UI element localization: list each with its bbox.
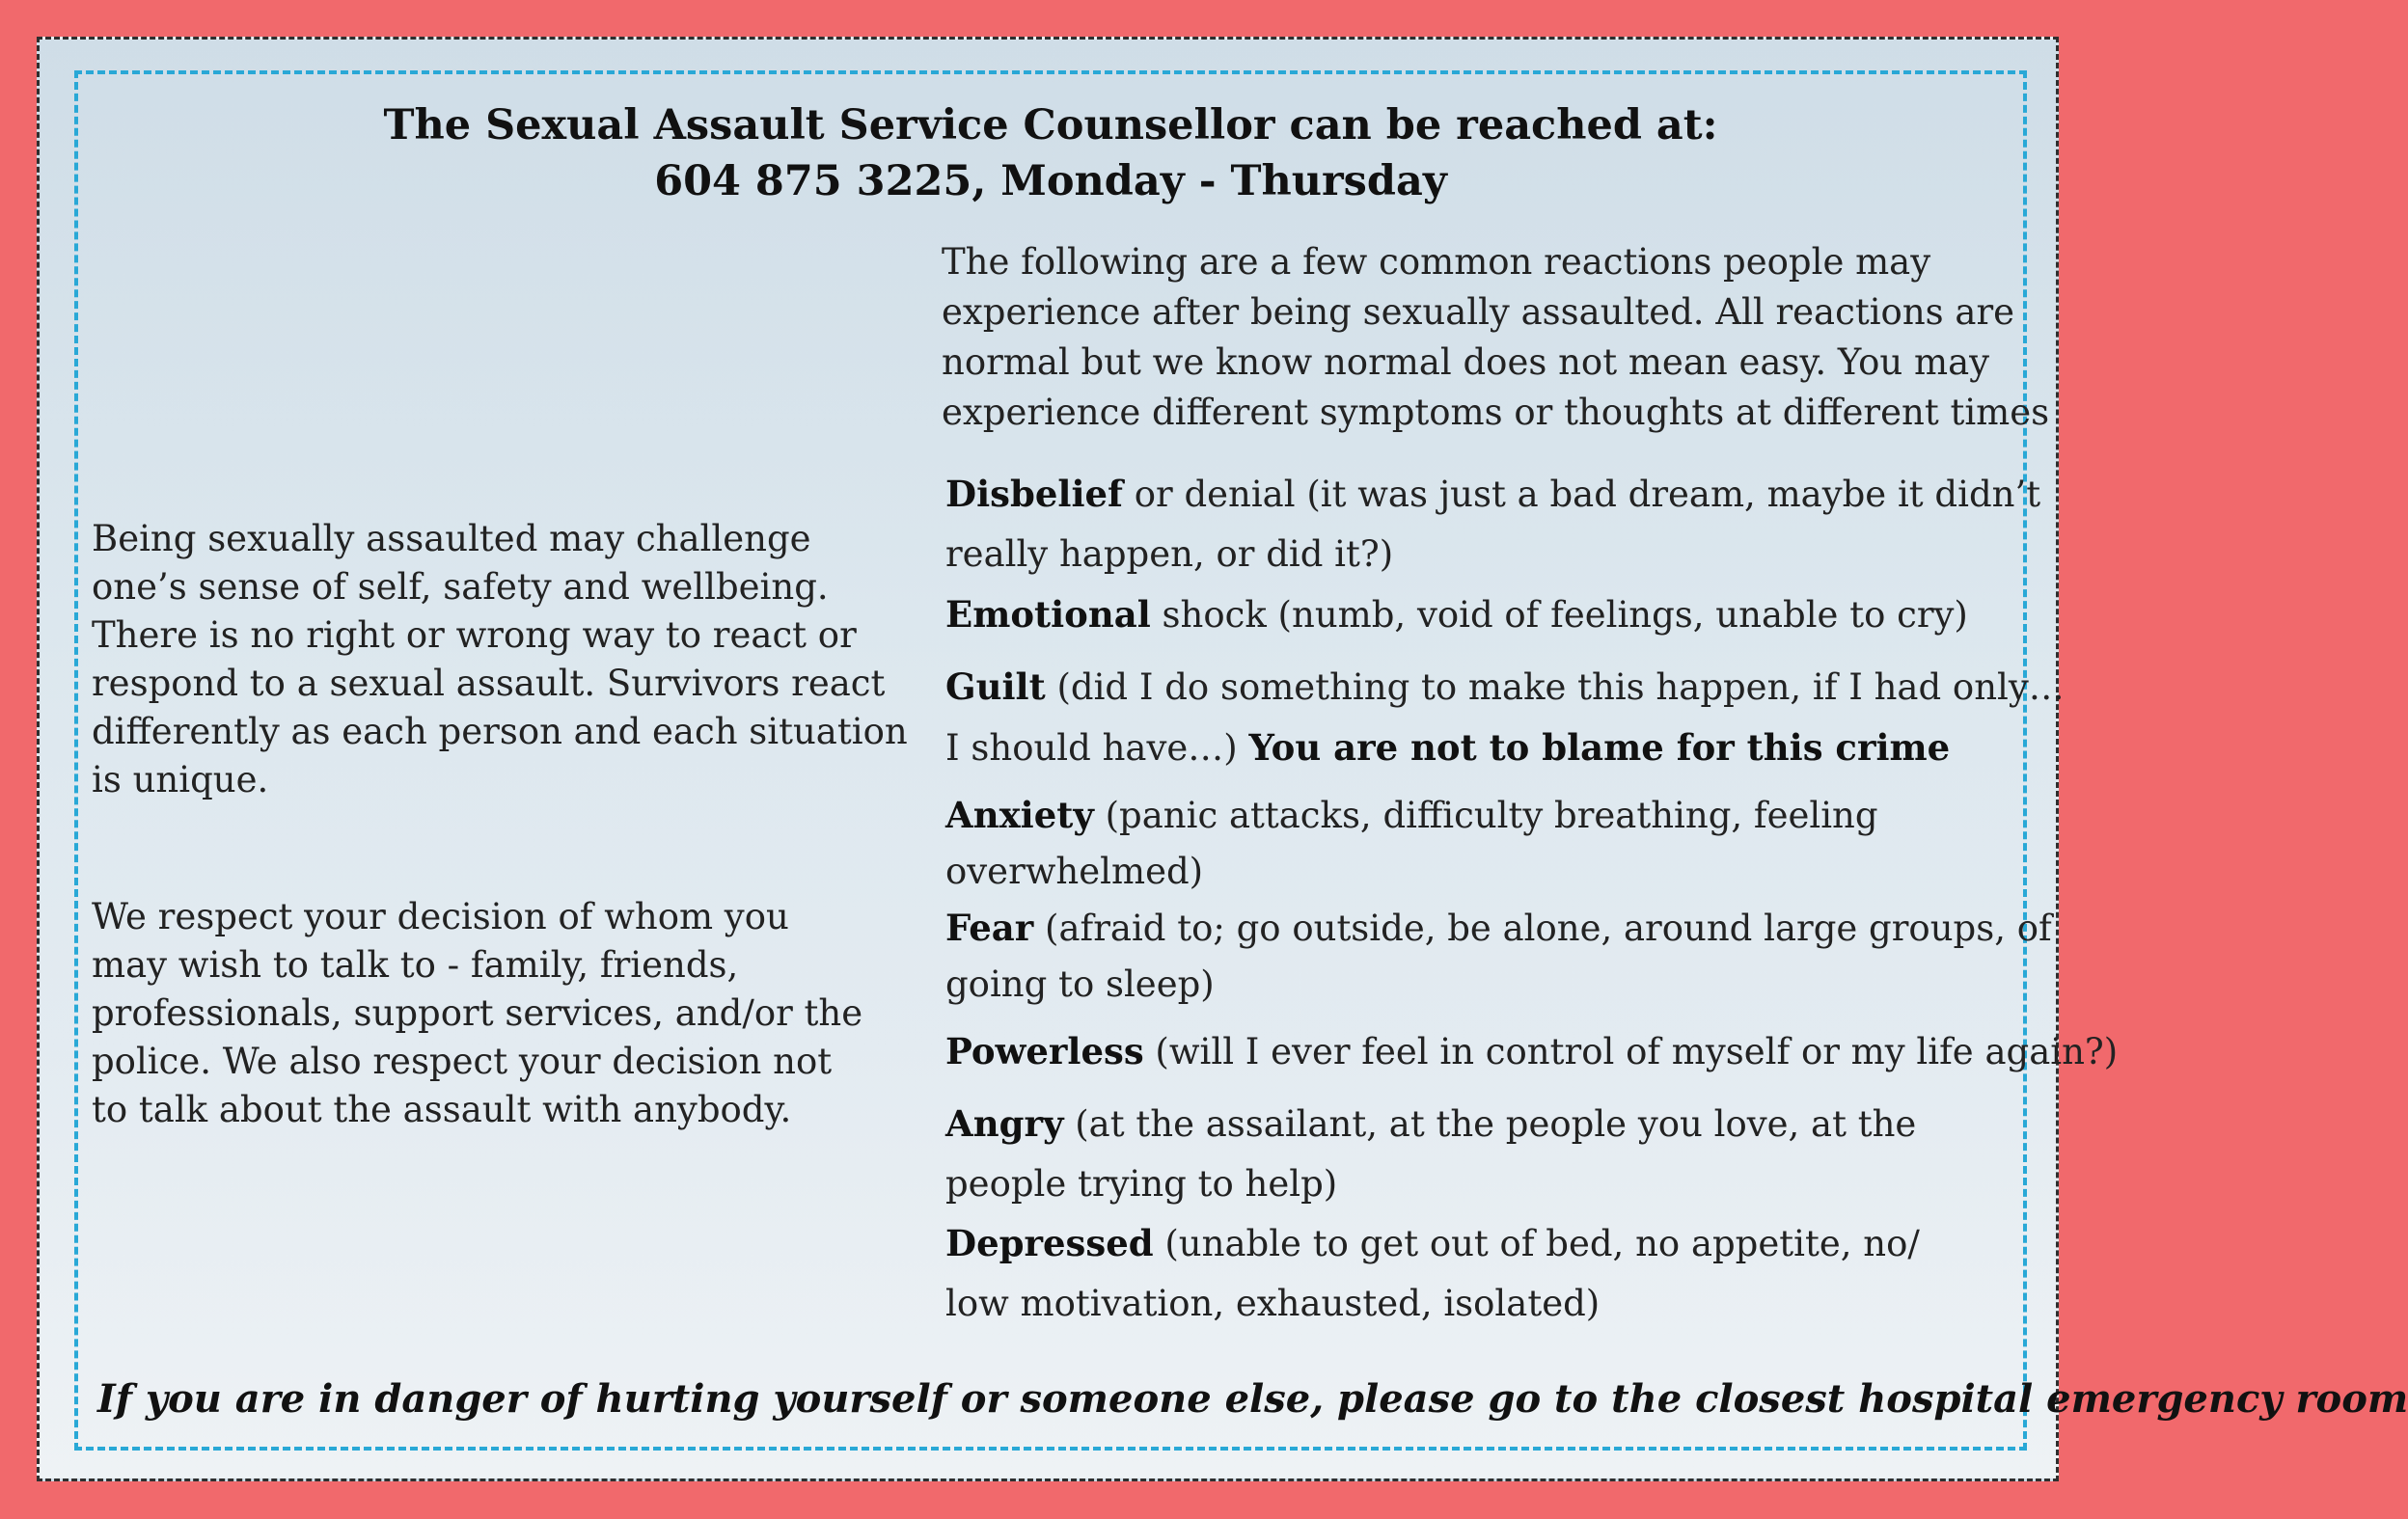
paragraph-line: to talk about the assault with anybody. bbox=[92, 1089, 792, 1130]
intro-paragraph bbox=[942, 237, 2050, 438]
reaction-term: Depressed bbox=[945, 1222, 1154, 1264]
reaction-description: (unable to get out of bed, no appetite, no/ bbox=[1153, 1223, 1920, 1264]
emergency-notice: If you are in danger of hurting yourself or someone else, please go to the closest hospital emergency room bbox=[97, 1376, 2408, 1422]
reaction-description: (panic attacks, difficulty breathing, feeling bbox=[1093, 795, 1878, 836]
reaction-anxiety bbox=[945, 787, 1878, 900]
reaction-term: Fear bbox=[945, 907, 1034, 949]
reaction-emotional bbox=[945, 584, 1968, 645]
reaction-description: shock (numb, void of feelings, unable to cry) bbox=[1150, 594, 1968, 636]
paragraph-line: professionals, support services, and/or the bbox=[92, 992, 863, 1034]
reaction-disbelief bbox=[945, 464, 2040, 584]
paragraph-line: Being sexually assaulted may challenge bbox=[92, 518, 811, 559]
reaction-description: people trying to help) bbox=[945, 1163, 1338, 1205]
intro-line: experience after being sexually assaulted. All reactions are bbox=[942, 291, 2015, 333]
reaction-term: Guilt bbox=[945, 665, 1046, 708]
reaction-depressed bbox=[945, 1213, 1920, 1334]
reaction-term: Angry bbox=[945, 1102, 1064, 1145]
header-line-1: The Sexual Assault Service Counsellor can be reached at: bbox=[383, 101, 1718, 149]
reaction-description: overwhelmed) bbox=[945, 851, 1204, 892]
reaction-angry bbox=[945, 1094, 1916, 1214]
intro-line: normal but we know normal does not mean easy. You may bbox=[942, 341, 1990, 383]
left-paragraph-1 bbox=[92, 515, 908, 804]
reaction-description: (at the assailant, at the people you love, at the bbox=[1063, 1103, 1917, 1145]
reaction-term: Disbelief bbox=[945, 473, 1123, 515]
paragraph-line: police. We also respect your decision not bbox=[92, 1041, 833, 1082]
reaction-description: really happen, or did it?) bbox=[945, 533, 1394, 575]
not-to-blame-statement: You are not to blame for this crime bbox=[1248, 726, 1951, 769]
reaction-term: Emotional bbox=[945, 593, 1151, 636]
info-card bbox=[37, 37, 2408, 1481]
reaction-description: I should have…) bbox=[945, 727, 1249, 769]
paragraph-line: one’s sense of self, safety and wellbeing. bbox=[92, 566, 829, 608]
reaction-term: Powerless bbox=[945, 1030, 1144, 1072]
reaction-description: (will I ever feel in control of myself or my life again?) bbox=[1143, 1031, 2119, 1072]
reaction-powerless bbox=[945, 1021, 2118, 1082]
paragraph-line: is unique. bbox=[92, 759, 269, 800]
reaction-description: (afraid to; go outside, be alone, around large groups, of bbox=[1033, 908, 2052, 949]
reaction-description: or denial (it was just a bad dream, maybe it didn’t bbox=[1122, 474, 2041, 515]
paragraph-line: differently as each person and each situation bbox=[92, 711, 908, 752]
paragraph-line: respond to a sexual assault. Survivors react bbox=[92, 663, 886, 704]
paragraph-line: There is no right or wrong way to react or bbox=[92, 614, 857, 656]
paragraph-line: We respect your decision of whom you bbox=[92, 896, 789, 937]
reaction-description: (did I do something to make this happen, if I had only… bbox=[1045, 666, 2065, 708]
intro-line: The following are a few common reactions people may bbox=[942, 241, 1931, 283]
reaction-fear bbox=[945, 900, 2052, 1013]
header-phone-hours: 604 875 3225, Monday - Thursday bbox=[654, 157, 1447, 205]
reaction-description: low motivation, exhausted, isolated) bbox=[945, 1283, 1601, 1324]
reaction-term: Anxiety bbox=[945, 794, 1094, 836]
reaction-description: going to sleep) bbox=[945, 963, 1215, 1005]
contact-header bbox=[40, 97, 2062, 209]
intro-line: experience different symptoms or thoughts at different times bbox=[942, 392, 2050, 433]
paragraph-line: may wish to talk to - family, friends, bbox=[92, 944, 739, 986]
reaction-guilt bbox=[945, 657, 2065, 778]
left-paragraph-2 bbox=[92, 893, 863, 1134]
